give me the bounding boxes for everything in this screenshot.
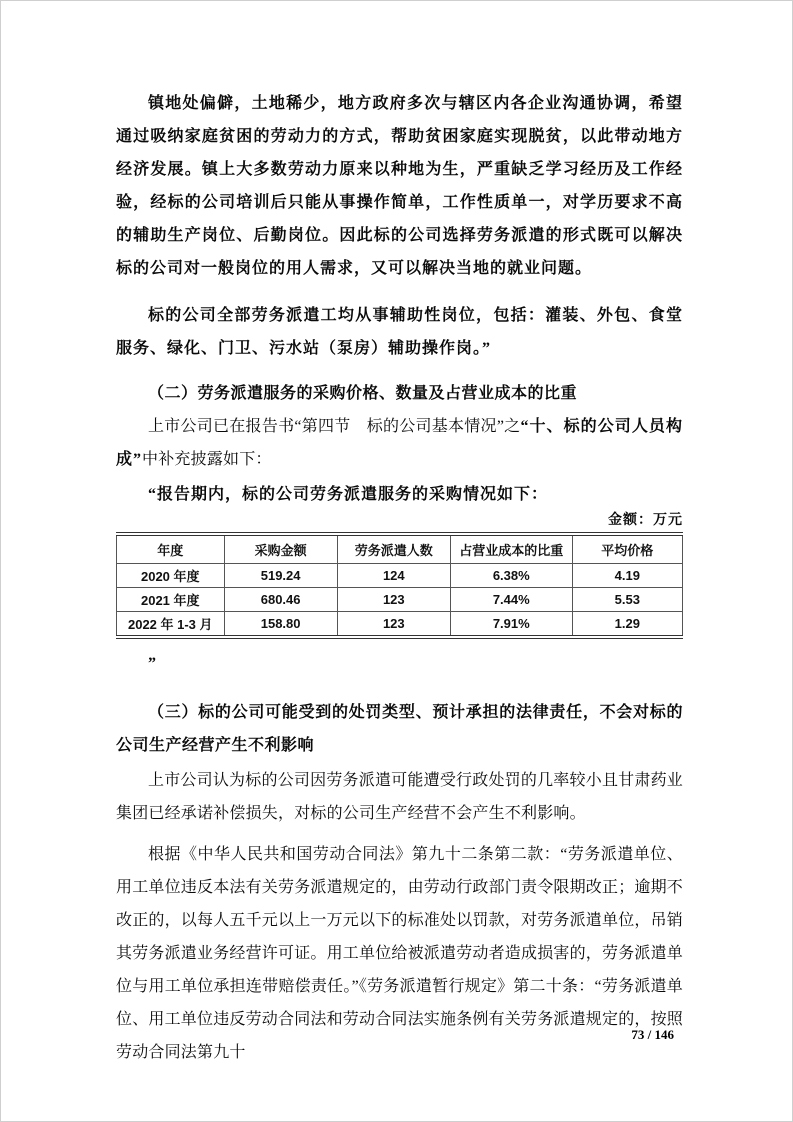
table-header-dispatch-headcount: 劳务派遣人数 — [337, 534, 450, 564]
cell-amount: 158.80 — [224, 612, 337, 638]
table-row-2022-q1 — [117, 612, 683, 638]
paragraph-dispatch-background: 镇地处偏僻，土地稀少，地方政府多次与辖区内各企业沟通协调，希望通过吸纳家庭贫困的劳动力的方式，帮助贫困家庭实现脱贫，以此带动地方经济发展。镇上大多数劳动力原来以种地为生，严重缺乏学习经历及工作经验，经标的公司培训后只能从事操作简单，工作性质单一，对学历要求不高的辅助生产岗位、后勤岗位。因此标的公司选择劳务派遣的形式既可以解决标的公司对一般岗位的用人需求，又可以解决当地的就业问题。 — [116, 95, 683, 277]
table-unit-label: 金额：万元 — [608, 513, 683, 528]
labor-dispatch-procurement-table — [116, 532, 683, 639]
paragraph-disclosure-reference — [116, 410, 683, 476]
closing-quote-mark: ” — [148, 655, 157, 672]
page-content — [116, 87, 683, 1069]
section-heading-procurement: （二）劳务派遣服务的采购价格、数量及占营业成本的比重 — [148, 385, 578, 402]
cell-headcount: 124 — [337, 564, 450, 588]
table-row-2021 — [117, 588, 683, 612]
cell-amount: 519.24 — [224, 564, 337, 588]
table-header-procurement-amount: 采购金额 — [224, 534, 337, 564]
cell-average-price: 4.19 — [572, 564, 682, 588]
table-header-row — [117, 534, 683, 564]
table-row-2020 — [117, 564, 683, 588]
cell-year: 2020 年度 — [117, 564, 225, 588]
cell-cost-ratio: 6.38% — [450, 564, 572, 588]
disclosure-reference-normal-text-2: 中补充披露如下： — [142, 451, 272, 468]
cell-year: 2021 年度 — [117, 588, 225, 612]
table-header-year: 年度 — [117, 534, 225, 564]
paragraph-legal-basis: 根据《中华人民共和国劳动合同法》第九十二条第二款：“劳务派遣单位、用工单位违反本法有关劳务派遣规定的，由劳动行政部门责令限期改正；逾期不改正的，以每人五千元以上一万元以下的标准处以罚款，对劳务派遣单位，吊销其劳务派遣业务经营许可证。用工单位给被派遣劳动者造成损害的，劳务派遣单位与用工单位承担连带赔偿责任。”《劳务派遣暂行规定》第二十条：“劳务派遣单位、用工单位违反劳动合同法和劳动合同法实施条例有关劳务派遣规定的，按照劳动合同法第九十 — [116, 846, 684, 1061]
cell-headcount: 123 — [337, 588, 450, 612]
section-heading-penalty: （三）标的公司可能受到的处罚类型、预计承担的法律责任，不会对标的公司生产经营产生不利影响 — [116, 704, 683, 754]
paragraph-auxiliary-posts: 标的公司全部劳务派遣工均从事辅助性岗位，包括：灌装、外包、食堂服务、绿化、门卫、污水站（泵房）辅助操作岗。” — [116, 307, 683, 357]
table-header-cost-ratio: 占营业成本的比重 — [450, 534, 572, 564]
cell-cost-ratio: 7.44% — [450, 588, 572, 612]
cell-average-price: 5.53 — [572, 588, 682, 612]
table-header-average-price: 平均价格 — [572, 534, 682, 564]
cell-amount: 680.46 — [224, 588, 337, 612]
page-number: 73 / 146 — [631, 1027, 674, 1042]
disclosure-reference-normal-text: 上市公司已在报告书“第四节 标的公司基本情况”之 — [148, 418, 521, 435]
cell-headcount: 123 — [337, 612, 450, 638]
paragraph-risk-opinion: 上市公司认为标的公司因劳务派遣可能遭受行政处罚的几率较小且甘肃药业集团已经承诺补偿损失，对标的公司生产经营不会产生不利影响。 — [116, 772, 683, 822]
cell-cost-ratio: 7.91% — [450, 612, 572, 638]
paragraph-table-intro: “报告期内，标的公司劳务派遣服务的采购情况如下： — [148, 486, 549, 503]
cell-average-price: 1.29 — [572, 612, 682, 638]
disclosure-reference-bold-text: “十、标的公司人员构成” — [116, 418, 683, 468]
cell-year: 2022 年 1-3 月 — [117, 612, 225, 638]
